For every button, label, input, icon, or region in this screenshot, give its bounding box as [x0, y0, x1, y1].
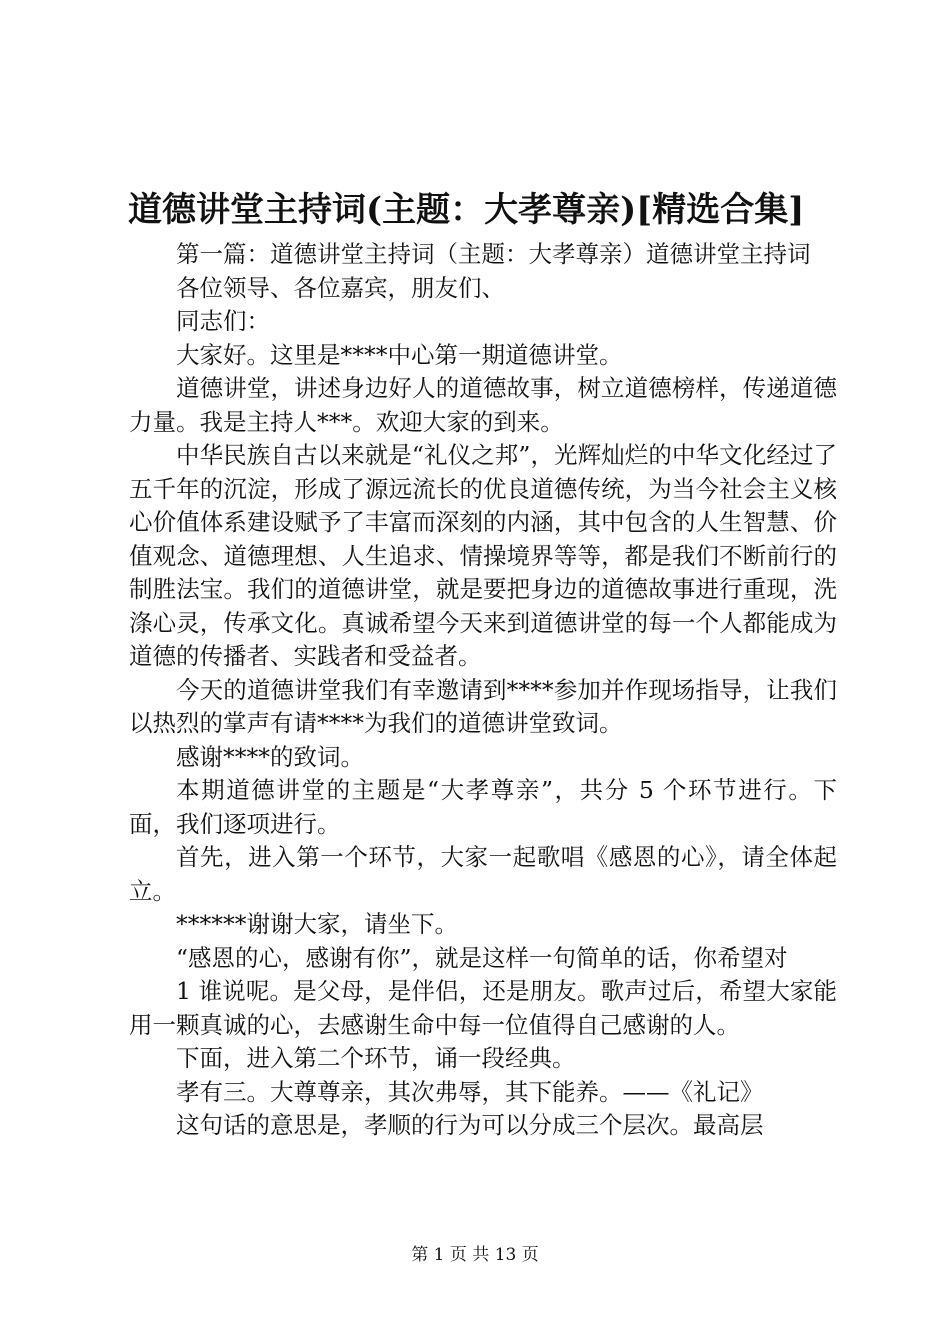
- paragraph: 本期道德讲堂的主题是“大孝尊亲”，共分 5 个环节进行。下面，我们逐项进行。: [129, 776, 837, 838]
- paragraph: 道德讲堂，讲述身边好人的道德故事，树立道德榜样，传递道德力量。我是主持人***。欢迎大家的到来。: [129, 374, 837, 436]
- paragraph: 大家好。这里是****中心第一期道德讲堂。: [176, 340, 623, 369]
- paragraph: 孝有三。大尊尊亲，其次弗辱，其下能养。——《礼记》: [176, 1077, 764, 1106]
- paragraph: ******谢谢大家，请坐下。: [176, 910, 458, 938]
- paragraph: 各位领导、各位嘉宾，朋友们、: [176, 273, 505, 302]
- page-number-label: 第 1 页 共 13 页: [411, 1245, 539, 1265]
- page-footer: [0, 1243, 950, 1267]
- paragraph: 今天的道德讲堂我们有幸邀请到****参加并作现场指导，让我们以热烈的掌声有请****为我们的道德讲堂致词。: [129, 675, 837, 737]
- paragraph: 1 谁说呢。是父母，是伴侣，还是朋友。歌声过后，希望大家能用一颗真诚的心，去感谢生命中每一位值得自己感谢的人。: [129, 977, 837, 1039]
- document-body: [129, 238, 837, 1143]
- paragraph: 中华民族自古以来就是“礼仪之邦”，光辉灿烂的中华文化经过了五千年的沉淀，形成了源远流长的优良道德传统，为当今社会主义核心价值体系建设赋予了丰富而深刻的内涵，其中包含的人生智慧、价值观念、道德理想、人生追求、情操境界等等，都是我们不断前行的制胜法宝。我们的道德讲堂，就是要把身边的道德故事进行重现，洗涤心灵，传承文化。真诚希望今天来到道德讲堂的每一个人都能成为道德的传播者、实践者和受益者。: [129, 441, 837, 670]
- paragraph: 第一篇：道德讲堂主持词（主题：大孝尊亲）道德讲堂主持词: [176, 240, 811, 268]
- paragraph: 这句话的意思是，孝顺的行为可以分成三个层次。最高层: [176, 1111, 764, 1139]
- paragraph: 下面，进入第二个环节，诵一段经典。: [176, 1044, 576, 1072]
- paragraph: 同志们：: [176, 307, 270, 335]
- paragraph: 首先，进入第一个环节，大家一起歌唱《感恩的心》，请全体起立。: [129, 843, 837, 905]
- document-title: 道德讲堂主持词(主题：大孝尊亲)[精选合集]: [128, 190, 805, 230]
- paragraph: 感谢****的致词。: [176, 742, 364, 771]
- paragraph: “感恩的心，感谢有你”，就是这样一句简单的话，你希望对: [176, 943, 788, 972]
